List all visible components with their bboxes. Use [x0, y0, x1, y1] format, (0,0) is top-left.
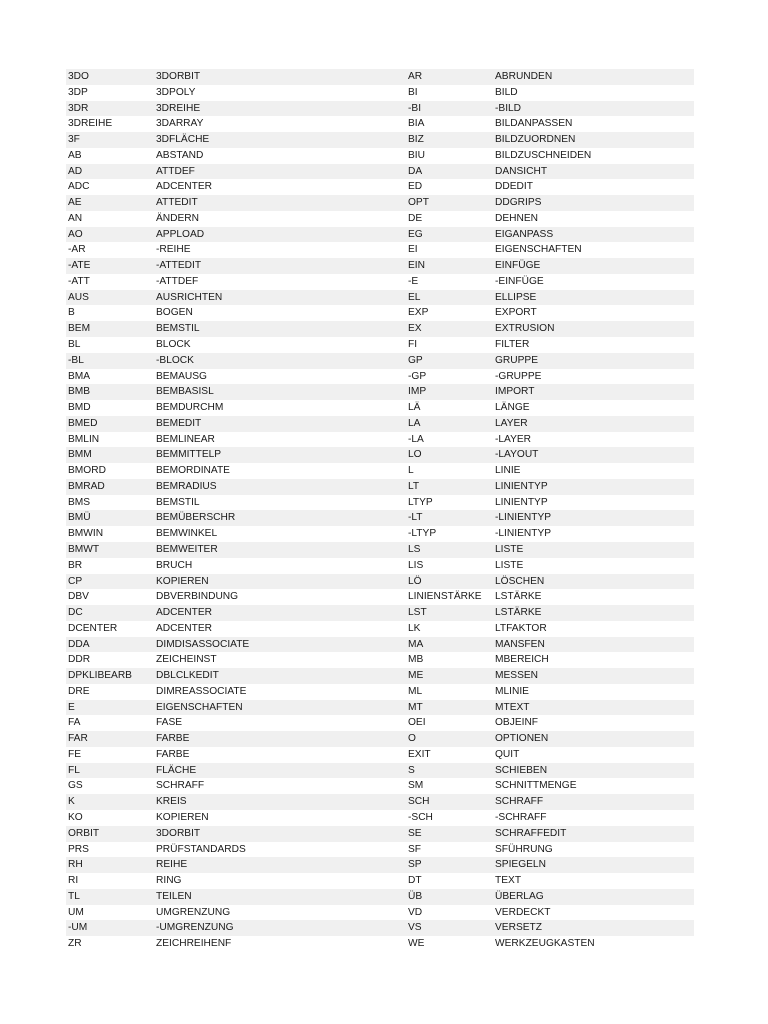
command-right-cell: OBJEINF: [493, 715, 694, 731]
table-row: [66, 116, 694, 132]
alias-left-cell: DCENTER: [66, 621, 154, 637]
command-left-cell: 3DORBIT: [154, 826, 406, 842]
table-row: [66, 920, 694, 936]
table-row: [66, 132, 694, 148]
command-right-cell: MBEREICH: [493, 652, 694, 668]
alias-left-cell: BMRAD: [66, 479, 154, 495]
alias-left-cell: BMB: [66, 384, 154, 400]
alias-right-cell: FI: [406, 337, 493, 353]
alias-right-cell: LÖ: [406, 574, 493, 590]
alias-left-cell: ADC: [66, 179, 154, 195]
alias-left-cell: 3DP: [66, 85, 154, 101]
table-row: [66, 558, 694, 574]
alias-right-cell: -BI: [406, 101, 493, 117]
alias-right-cell: MT: [406, 700, 493, 716]
command-right-cell: LAYER: [493, 416, 694, 432]
alias-right-cell: LT: [406, 479, 493, 495]
command-left-cell: DIMDISASSOCIATE: [154, 637, 406, 653]
command-right-cell: LÖSCHEN: [493, 574, 694, 590]
command-left-cell: BEMMITTELP: [154, 447, 406, 463]
table-row: [66, 715, 694, 731]
alias-left-cell: -AR: [66, 242, 154, 258]
table-row: [66, 700, 694, 716]
table-row: [66, 605, 694, 621]
command-right-cell: -BILD: [493, 101, 694, 117]
command-left-cell: FARBE: [154, 747, 406, 763]
alias-right-cell: LK: [406, 621, 493, 637]
command-right-cell: SCHRAFFEDIT: [493, 826, 694, 842]
command-right-cell: -GRUPPE: [493, 369, 694, 385]
alias-right-cell: EIN: [406, 258, 493, 274]
table-row: [66, 778, 694, 794]
table-row: [66, 747, 694, 763]
alias-left-cell: DDR: [66, 652, 154, 668]
table-row: [66, 400, 694, 416]
alias-right-cell: EL: [406, 290, 493, 306]
alias-right-cell: LINIENSTÄRKE: [406, 589, 493, 605]
command-left-cell: DIMREASSOCIATE: [154, 684, 406, 700]
table-row: [66, 195, 694, 211]
alias-left-cell: BMA: [66, 369, 154, 385]
command-right-cell: LISTE: [493, 558, 694, 574]
command-right-cell: LSTÄRKE: [493, 589, 694, 605]
table-row: [66, 857, 694, 873]
alias-right-cell: LTYP: [406, 495, 493, 511]
alias-left-cell: AB: [66, 148, 154, 164]
command-left-cell: KREIS: [154, 794, 406, 810]
alias-left-cell: DPKLIBEARB: [66, 668, 154, 684]
alias-right-cell: EXP: [406, 305, 493, 321]
alias-left-cell: BMD: [66, 400, 154, 416]
table-row: [66, 668, 694, 684]
command-right-cell: VERSETZ: [493, 920, 694, 936]
table-row: [66, 873, 694, 889]
alias-right-cell: SF: [406, 842, 493, 858]
alias-left-cell: BMS: [66, 495, 154, 511]
alias-right-cell: EI: [406, 242, 493, 258]
table-row: [66, 290, 694, 306]
alias-right-cell: SCH: [406, 794, 493, 810]
table-row: [66, 637, 694, 653]
table-row: [66, 179, 694, 195]
table-row: [66, 842, 694, 858]
command-left-cell: BRUCH: [154, 558, 406, 574]
alias-left-cell: PRS: [66, 842, 154, 858]
alias-right-cell: S: [406, 763, 493, 779]
alias-left-cell: -UM: [66, 920, 154, 936]
alias-left-cell: 3DREIHE: [66, 116, 154, 132]
table-row: [66, 369, 694, 385]
command-right-cell: ELLIPSE: [493, 290, 694, 306]
command-right-cell: LINIENTYP: [493, 495, 694, 511]
table-row: [66, 794, 694, 810]
alias-right-cell: LST: [406, 605, 493, 621]
command-left-cell: BEMSTIL: [154, 321, 406, 337]
alias-right-cell: DE: [406, 211, 493, 227]
table-row: [66, 810, 694, 826]
command-right-cell: BILDZUORDNEN: [493, 132, 694, 148]
command-left-cell: 3DFLÄCHE: [154, 132, 406, 148]
command-left-cell: BEMDURCHM: [154, 400, 406, 416]
command-right-cell: SCHIEBEN: [493, 763, 694, 779]
table-row: [66, 463, 694, 479]
alias-left-cell: BMM: [66, 447, 154, 463]
command-right-cell: DDEDIT: [493, 179, 694, 195]
alias-right-cell: WE: [406, 936, 493, 952]
table-row: [66, 731, 694, 747]
alias-right-cell: BIA: [406, 116, 493, 132]
table-row: [66, 889, 694, 905]
alias-right-cell: SP: [406, 857, 493, 873]
alias-left-cell: BMWT: [66, 542, 154, 558]
alias-right-cell: LIS: [406, 558, 493, 574]
alias-left-cell: TL: [66, 889, 154, 905]
command-right-cell: VERDECKT: [493, 905, 694, 921]
alias-left-cell: K: [66, 794, 154, 810]
command-right-cell: GRUPPE: [493, 353, 694, 369]
alias-left-cell: DBV: [66, 589, 154, 605]
alias-right-cell: MB: [406, 652, 493, 668]
alias-right-cell: SM: [406, 778, 493, 794]
table-row: [66, 479, 694, 495]
command-alias-table-body: [66, 69, 694, 952]
alias-left-cell: 3DR: [66, 101, 154, 117]
command-right-cell: EXTRUSION: [493, 321, 694, 337]
alias-right-cell: L: [406, 463, 493, 479]
command-right-cell: BILDZUSCHNEIDEN: [493, 148, 694, 164]
alias-right-cell: DT: [406, 873, 493, 889]
alias-left-cell: BMED: [66, 416, 154, 432]
command-right-cell: EIGENSCHAFTEN: [493, 242, 694, 258]
command-right-cell: FILTER: [493, 337, 694, 353]
command-right-cell: -LINIENTYP: [493, 510, 694, 526]
command-right-cell: LINIENTYP: [493, 479, 694, 495]
table-row: [66, 447, 694, 463]
table-row: [66, 936, 694, 952]
alias-left-cell: 3F: [66, 132, 154, 148]
alias-left-cell: RI: [66, 873, 154, 889]
command-left-cell: ZEICHEINST: [154, 652, 406, 668]
command-right-cell: -LAYER: [493, 432, 694, 448]
alias-right-cell: MA: [406, 637, 493, 653]
command-left-cell: KOPIEREN: [154, 574, 406, 590]
command-right-cell: EXPORT: [493, 305, 694, 321]
alias-right-cell: EG: [406, 227, 493, 243]
alias-left-cell: DRE: [66, 684, 154, 700]
command-right-cell: MESSEN: [493, 668, 694, 684]
table-row: [66, 416, 694, 432]
alias-right-cell: BIZ: [406, 132, 493, 148]
command-right-cell: SCHNITTMENGE: [493, 778, 694, 794]
alias-left-cell: AUS: [66, 290, 154, 306]
command-left-cell: 3DORBIT: [154, 69, 406, 85]
command-left-cell: -ATTDEF: [154, 274, 406, 290]
alias-left-cell: B: [66, 305, 154, 321]
alias-left-cell: BMÜ: [66, 510, 154, 526]
alias-left-cell: GS: [66, 778, 154, 794]
alias-right-cell: -SCH: [406, 810, 493, 826]
command-left-cell: ADCENTER: [154, 621, 406, 637]
command-left-cell: RING: [154, 873, 406, 889]
alias-left-cell: FA: [66, 715, 154, 731]
alias-right-cell: BI: [406, 85, 493, 101]
table-row: [66, 652, 694, 668]
alias-left-cell: BMWIN: [66, 526, 154, 542]
command-left-cell: ADCENTER: [154, 179, 406, 195]
alias-left-cell: RH: [66, 857, 154, 873]
table-row: [66, 574, 694, 590]
alias-left-cell: CP: [66, 574, 154, 590]
command-right-cell: MLINIE: [493, 684, 694, 700]
alias-left-cell: ORBIT: [66, 826, 154, 842]
table-row: [66, 826, 694, 842]
command-left-cell: ATTDEF: [154, 164, 406, 180]
command-left-cell: DBLCLKEDIT: [154, 668, 406, 684]
command-right-cell: MANSFEN: [493, 637, 694, 653]
alias-right-cell: LS: [406, 542, 493, 558]
alias-left-cell: DC: [66, 605, 154, 621]
alias-left-cell: 3DO: [66, 69, 154, 85]
command-left-cell: ZEICHREIHENF: [154, 936, 406, 952]
table-row: [66, 211, 694, 227]
alias-left-cell: AN: [66, 211, 154, 227]
command-right-cell: -LAYOUT: [493, 447, 694, 463]
command-right-cell: -EINFÜGE: [493, 274, 694, 290]
alias-right-cell: VD: [406, 905, 493, 921]
command-right-cell: DANSICHT: [493, 164, 694, 180]
alias-left-cell: -ATT: [66, 274, 154, 290]
command-right-cell: SCHRAFF: [493, 794, 694, 810]
alias-left-cell: DDA: [66, 637, 154, 653]
command-left-cell: 3DPOLY: [154, 85, 406, 101]
command-left-cell: AUSRICHTEN: [154, 290, 406, 306]
command-left-cell: ATTEDIT: [154, 195, 406, 211]
table-row: [66, 258, 694, 274]
alias-left-cell: AO: [66, 227, 154, 243]
alias-left-cell: FL: [66, 763, 154, 779]
alias-right-cell: BIU: [406, 148, 493, 164]
table-row: [66, 164, 694, 180]
alias-left-cell: -ATE: [66, 258, 154, 274]
alias-right-cell: LÄ: [406, 400, 493, 416]
command-left-cell: ADCENTER: [154, 605, 406, 621]
command-right-cell: DDGRIPS: [493, 195, 694, 211]
command-left-cell: BEMWINKEL: [154, 526, 406, 542]
command-left-cell: BEMAUSG: [154, 369, 406, 385]
command-right-cell: -LINIENTYP: [493, 526, 694, 542]
command-left-cell: ÄNDERN: [154, 211, 406, 227]
command-right-cell: BILD: [493, 85, 694, 101]
table-row: [66, 69, 694, 85]
table-row: [66, 432, 694, 448]
table-row: [66, 589, 694, 605]
alias-left-cell: FE: [66, 747, 154, 763]
command-right-cell: LÄNGE: [493, 400, 694, 416]
table-row: [66, 227, 694, 243]
command-left-cell: TEILEN: [154, 889, 406, 905]
command-right-cell: ABRUNDEN: [493, 69, 694, 85]
alias-right-cell: EX: [406, 321, 493, 337]
alias-right-cell: IMP: [406, 384, 493, 400]
table-row: [66, 242, 694, 258]
alias-right-cell: LO: [406, 447, 493, 463]
command-left-cell: BEMEDIT: [154, 416, 406, 432]
command-left-cell: SCHRAFF: [154, 778, 406, 794]
command-right-cell: LTFAKTOR: [493, 621, 694, 637]
command-right-cell: OPTIONEN: [493, 731, 694, 747]
command-left-cell: APPLOAD: [154, 227, 406, 243]
command-right-cell: EINFÜGE: [493, 258, 694, 274]
command-left-cell: -REIHE: [154, 242, 406, 258]
command-right-cell: MTEXT: [493, 700, 694, 716]
alias-left-cell: BL: [66, 337, 154, 353]
alias-left-cell: E: [66, 700, 154, 716]
table-row: [66, 321, 694, 337]
table-row: [66, 542, 694, 558]
command-right-cell: IMPORT: [493, 384, 694, 400]
alias-right-cell: -LT: [406, 510, 493, 526]
command-left-cell: FLÄCHE: [154, 763, 406, 779]
alias-right-cell: AR: [406, 69, 493, 85]
command-left-cell: BEMWEITER: [154, 542, 406, 558]
table-row: [66, 763, 694, 779]
command-left-cell: BEMLINEAR: [154, 432, 406, 448]
command-left-cell: -UMGRENZUNG: [154, 920, 406, 936]
alias-left-cell: UM: [66, 905, 154, 921]
alias-left-cell: AD: [66, 164, 154, 180]
command-left-cell: BEMORDINATE: [154, 463, 406, 479]
command-right-cell: LSTÄRKE: [493, 605, 694, 621]
table-row: [66, 274, 694, 290]
alias-right-cell: ED: [406, 179, 493, 195]
command-right-cell: TEXT: [493, 873, 694, 889]
alias-right-cell: EXIT: [406, 747, 493, 763]
table-row: [66, 510, 694, 526]
command-left-cell: ABSTAND: [154, 148, 406, 164]
alias-right-cell: VS: [406, 920, 493, 936]
alias-left-cell: BMORD: [66, 463, 154, 479]
table-row: [66, 621, 694, 637]
command-left-cell: KOPIEREN: [154, 810, 406, 826]
command-left-cell: UMGRENZUNG: [154, 905, 406, 921]
table-row: [66, 526, 694, 542]
command-left-cell: BEMRADIUS: [154, 479, 406, 495]
command-left-cell: PRÜFSTANDARDS: [154, 842, 406, 858]
command-left-cell: EIGENSCHAFTEN: [154, 700, 406, 716]
command-left-cell: BEMBASISL: [154, 384, 406, 400]
command-left-cell: DBVERBINDUNG: [154, 589, 406, 605]
table-row: [66, 101, 694, 117]
alias-left-cell: AE: [66, 195, 154, 211]
command-left-cell: BOGEN: [154, 305, 406, 321]
command-left-cell: FARBE: [154, 731, 406, 747]
command-left-cell: BEMSTIL: [154, 495, 406, 511]
command-right-cell: EIGANPASS: [493, 227, 694, 243]
alias-left-cell: BEM: [66, 321, 154, 337]
alias-right-cell: -LTYP: [406, 526, 493, 542]
command-left-cell: REIHE: [154, 857, 406, 873]
table-row: [66, 905, 694, 921]
alias-right-cell: DA: [406, 164, 493, 180]
alias-left-cell: KO: [66, 810, 154, 826]
table-row: [66, 684, 694, 700]
table-row: [66, 353, 694, 369]
command-right-cell: -SCHRAFF: [493, 810, 694, 826]
alias-left-cell: BMLIN: [66, 432, 154, 448]
table-row: [66, 337, 694, 353]
command-left-cell: BLOCK: [154, 337, 406, 353]
alias-right-cell: LA: [406, 416, 493, 432]
command-right-cell: LINIE: [493, 463, 694, 479]
alias-right-cell: -LA: [406, 432, 493, 448]
command-right-cell: SFÜHRUNG: [493, 842, 694, 858]
alias-right-cell: -GP: [406, 369, 493, 385]
alias-right-cell: GP: [406, 353, 493, 369]
alias-left-cell: BR: [66, 558, 154, 574]
command-left-cell: FASE: [154, 715, 406, 731]
alias-right-cell: SE: [406, 826, 493, 842]
alias-left-cell: ZR: [66, 936, 154, 952]
alias-right-cell: -E: [406, 274, 493, 290]
command-right-cell: ÜBERLAG: [493, 889, 694, 905]
command-left-cell: 3DARRAY: [154, 116, 406, 132]
command-left-cell: -ATTEDIT: [154, 258, 406, 274]
command-right-cell: QUIT: [493, 747, 694, 763]
alias-right-cell: ME: [406, 668, 493, 684]
command-right-cell: LISTE: [493, 542, 694, 558]
command-left-cell: 3DREIHE: [154, 101, 406, 117]
table-row: [66, 305, 694, 321]
table-row: [66, 495, 694, 511]
alias-left-cell: FAR: [66, 731, 154, 747]
alias-right-cell: OEI: [406, 715, 493, 731]
alias-right-cell: ÜB: [406, 889, 493, 905]
command-right-cell: BILDANPASSEN: [493, 116, 694, 132]
alias-right-cell: O: [406, 731, 493, 747]
table-row: [66, 384, 694, 400]
alias-left-cell: -BL: [66, 353, 154, 369]
alias-right-cell: OPT: [406, 195, 493, 211]
table-row: [66, 148, 694, 164]
command-right-cell: DEHNEN: [493, 211, 694, 227]
command-right-cell: SPIEGELN: [493, 857, 694, 873]
command-right-cell: WERKZEUGKASTEN: [493, 936, 694, 952]
table-row: [66, 85, 694, 101]
alias-right-cell: ML: [406, 684, 493, 700]
command-left-cell: -BLOCK: [154, 353, 406, 369]
command-left-cell: BEMÜBERSCHR: [154, 510, 406, 526]
command-alias-table: [66, 69, 694, 952]
